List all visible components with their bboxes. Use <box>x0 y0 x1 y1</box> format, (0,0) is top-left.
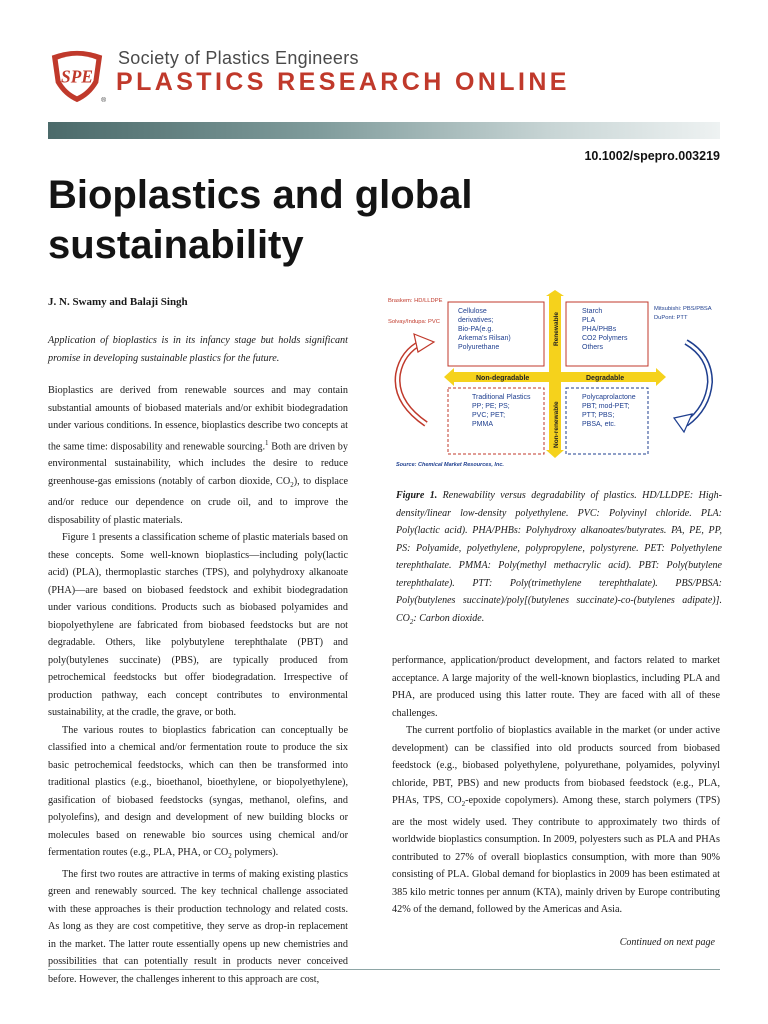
paragraph-2: Figure 1 presents a classification scheme of plastic materials based on these concepts. Some well-known bioplastics—including poly(lactic acid) (PLA), thermoplastic starches (TPS), and polyhydroxy alkanoate (PHA)—are based on biobased feedstock and exhibit biodegradation under various conditions. Products such as biobased polyamides and biopolyethylene are fabricated from biobased feedstocks but are not degradable. Others, like polybutylene terephthalate (PBT) and poly(butylenes succinate) (PBS), are typically produced from petrochemical feedstocks but offer biodegradation. Irrespective of production pathway, each concept contributes to environmental sustainability, at the cradle, the grave, or both. <box>48 532 348 719</box>
doi-link[interactable]: 10.1002/spepro.003219 <box>584 149 720 163</box>
footer-rule <box>48 969 720 970</box>
article-authors: J. N. Swamy and Balaji Singh <box>48 296 188 308</box>
organization-name: Society of Plastics Engineers <box>118 48 359 68</box>
svg-text:Polyurethane: Polyurethane <box>458 344 500 351</box>
spe-logo-icon <box>48 46 106 104</box>
quadrant-top-right <box>566 302 648 366</box>
paragraph-3: The various routes to bioplastics fabrication can conceptually be classified into a chemical and/or fermentation route to produce the six basic petrochemical feedstocks, which can then be transformed into traditional plastics (e.g., bioethanol, bioethylene, or biopolyethylene), gasification of biobased feedstocks (syngas, methanol, olefins, and polyolefins), and design and development of new building blocks or molecules based on renewable bio sources using chemical and/or fermentation routes (e.g., PLA, PHA, or $CO_2$ polymers). <box>48 724 348 861</box>
svg-text:Others: Others <box>582 344 604 351</box>
axis-degradable: Degradable <box>586 375 625 382</box>
paragraph-4: The first two routes are attractive in terms of making existing plastics green and renewably sourced. The key technical challenge associated with these approaches is their production technology and related costs. As long as they are cost competitive, they serve as drop-in replacement in the market. The latter route essentially opens up new chemistries and possibilities that can potentially result in products never conceived before. However, the challenges inherent to this approach are cost, <box>48 868 348 985</box>
paragraph-6: The current portfolio of bioplastics available in the market (or under active development) can be classified into old products sourced from biobased feedstock (e.g., biobased polyethylene, polyurethane, polyamides, polyvinyl chloride, PBT, PBS) and new products from biobased feedstock (e.g., PLA, PHAs, TPS, $CO_2$-epoxide copolymers). Among these, starch polymers (TPS) are the most widely used. They contribute to approximately two thirds of worldwide bioplastics consumption. In 2009, polyesters such as PLA and PHAs contributed to 27% of overall bioplastics consumption, with more than 90% consisting of PLA. Global demand for bioplastics in 2009 has been estimated at 385 kilo metric tonnes per annum (KTA), mainly driven by Europe contributing 42% of the demand, followed by the Americas and Asia. <box>392 725 721 916</box>
paragraph-1: Bioplastics are derived from renewable sources and may contain substantial amounts of biobased materials and/or exhibit biodegradation under various conditions. In essence, bioplastics describe two concepts at the same time: disposability and renewable sourcing.$^1$ Both are driven by environmental sustainability, which includes the desire to reduce greenhouse-gas emissions (notably of carbon dioxide, $CO_2$), to displace and/or reduce our dependence on crude oil, and to improve the disposability of plastic materials. <box>48 385 348 526</box>
figure-1-diagram <box>388 290 722 475</box>
label-braskem: Braskem: HD/LLDPE <box>388 298 443 304</box>
svg-text:PTT; PBS;: PTT; PBS; <box>582 412 615 419</box>
figure-caption: Figure 1. Renewability versus degradability of plastics. HD/LLDPE: High-density/linear low-density polyethylene. PVC: Polyvinyl chloride. PLA: Poly(lactic acid). PHA/PHBs: Polyhydroxy alkanoates/butyrates. PA, PE, PP, PS: Polyamide, polyethylene, polypropylene, polystyrene. PET: Polyethylene terephthalate. PMMA: Poly(methyl methacrylic acid). PBT: Poly(butylene terephthalate). PTT: Poly(trimethylene terephthalate). PBS/PBSA: Poly(butylenes succinate)/poly[(butylenes succinate)-co-(butylenes adipate)]. $CO_2$: Carbon dioxide. <box>396 490 722 626</box>
svg-text:PVC; PET;: PVC; PET; <box>472 412 506 419</box>
figure-source: Source: Chemical Market Resources, Inc. <box>396 462 504 468</box>
svg-text:Bio-PA(e.g.: Bio-PA(e.g. <box>458 326 494 333</box>
body-column-right <box>392 652 720 919</box>
svg-text:PBSA, etc.: PBSA, etc. <box>582 421 616 428</box>
svg-text:Arkema's Rilsan): Arkema's Rilsan) <box>458 335 511 342</box>
svg-text:derivatives;: derivatives; <box>458 317 494 324</box>
label-solvay: Solvay/Indupa: PVC <box>388 319 440 325</box>
logo-text: SPE <box>61 66 93 87</box>
journal-header <box>0 0 768 120</box>
journal-name: PLASTICS RESEARCH ONLINE <box>116 68 570 96</box>
registered-mark: ® <box>101 97 106 104</box>
axis-nondegradable: Non-degradable <box>476 375 530 382</box>
header-divider-bar <box>48 122 720 139</box>
svg-text:PLA: PLA <box>582 317 596 324</box>
axis-nonrenewable: Non-renewable <box>553 401 560 448</box>
svg-text:Starch: Starch <box>582 308 603 315</box>
article-abstract: Application of bioplastics is in its infancy stage but holds significant promise in developing sustainable plastics for the future. <box>48 335 348 364</box>
svg-text:Cellulose: Cellulose <box>458 308 487 315</box>
label-dupont: DuPont: PTT <box>654 315 688 321</box>
label-mitsubishi: Mitsubishi: PBS/PBSA <box>654 306 712 312</box>
svg-text:CO2 Polymers: CO2 Polymers <box>582 335 628 342</box>
svg-text:PMMA: PMMA <box>472 421 493 428</box>
svg-text:PBT; mod-PET;: PBT; mod-PET; <box>582 403 630 410</box>
paragraph-5: performance, application/product development, and factors related to market acceptance. A large majority of the well-known bioplastics, including PLA and PHA, are produced using this latter route. They are faced with all of these challenges. <box>392 655 720 719</box>
svg-text:PHA/PHBs: PHA/PHBs <box>582 326 617 333</box>
continued-next-page: Continued on next page <box>619 937 715 948</box>
article-title: Bioplastics and global sustainability <box>48 173 473 267</box>
left-arrow-head <box>414 334 434 352</box>
svg-text:Polycaprolactone: Polycaprolactone <box>582 394 636 401</box>
svg-text:PP; PE; PS;: PP; PE; PS; <box>472 403 510 410</box>
body-column-left <box>48 382 348 988</box>
axis-renewable: Renewable <box>553 312 560 346</box>
svg-text:Traditional Plastics: Traditional Plastics <box>472 394 531 401</box>
